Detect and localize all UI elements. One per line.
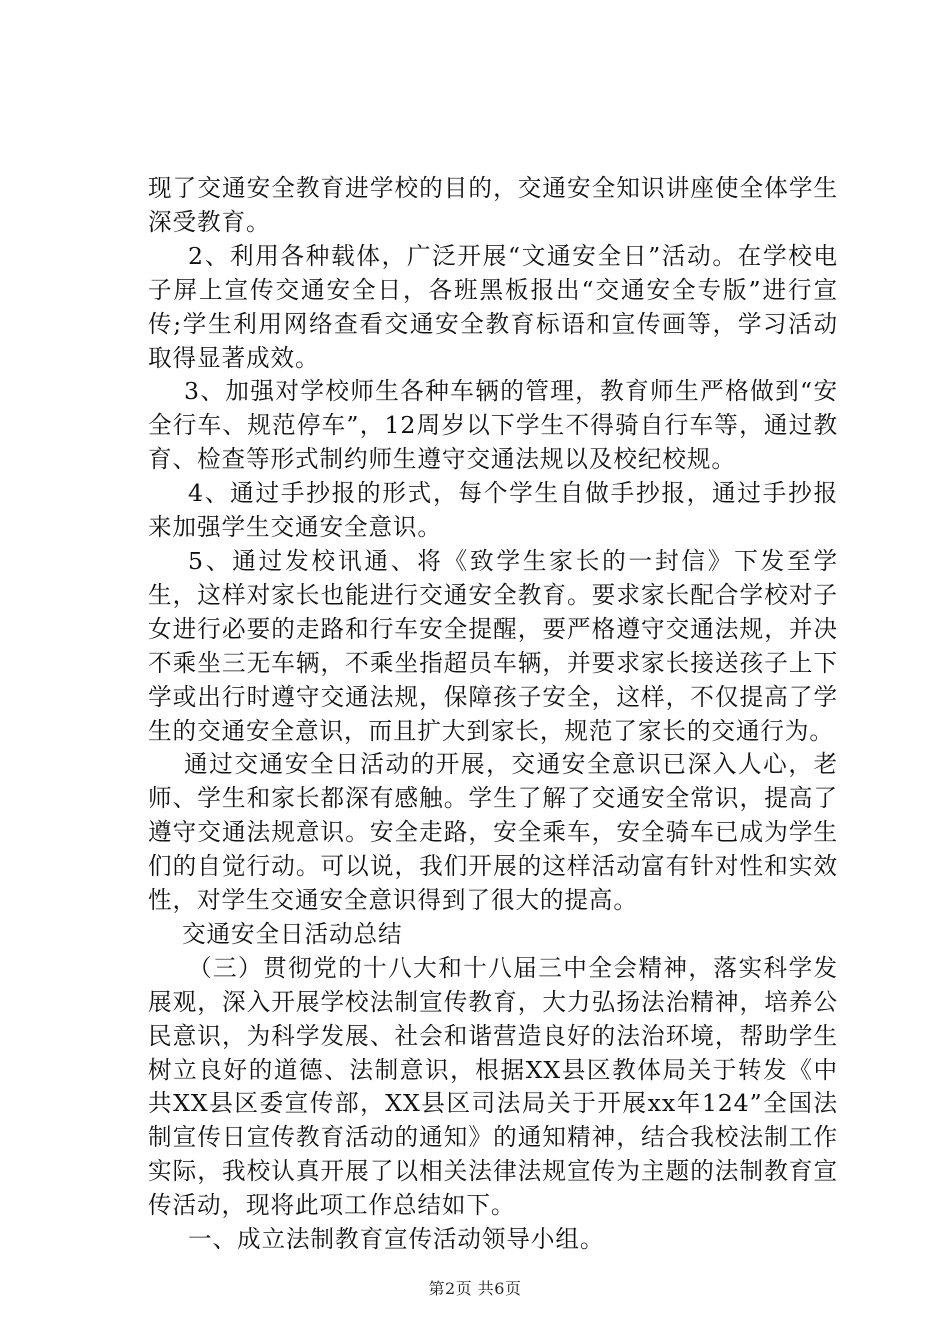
page-number: 第2页 共6页 (428, 1279, 522, 1298)
paragraph-section-three: （三）贯彻党的十八大和十八届三中全会精神，落实科学发展观，深入开展学校法制宣传教育，大力弘扬法治精神，培养公民意识，为科学发展、社会和谐营造良好的法治环境，帮助学生树立良好的道德、法制意识，根据XX县区教体局关于转发《中共XX县区委宣传部，XX县区司法局关于开展xx年124”全国法制宣传日宣传教育活动的通知》的通知精神，结合我校法制工作实际，我校认真开展了以相关法律法规宣传为主题的法制教育宣传活动，现将此项工作总结如下。 (148, 953, 838, 1220)
section-title: 交通安全日活动总结 (182, 919, 403, 948)
paragraph-item-2: 2、利用各种载体，广泛开展“文通安全日”活动。在学校电子屏上宣传交通安全日，各班黑板报出“交通安全专版”进行宣传;学生利用网络查看交通安全教育标语和宣传画等，学习活动取得显著成效。 (148, 241, 838, 372)
paragraph-item-one: 一、成立法制教育宣传活动领导小组。 (188, 1225, 605, 1254)
paragraph-item-4: 4、通过手抄报的形式，每个学生自做手抄报，通过手抄报来加强学生交通安全意识。 (148, 479, 838, 542)
document-body (148, 172, 838, 1257)
paragraph-item-3: 3、加强对学校师生各种车辆的管理，教育师生严格做到“安全行车、规范停车”，12周岁以下学生不得骑自行车等，通过教育、检查等形式制约师生遵守交通法规以及校纪校规。 (148, 377, 838, 474)
paragraph-summary: 通过交通安全日活动的开展，交通安全意识已深入人心，老师、学生和家长都深有感触。学生了解了交通安全常识，提高了遵守交通法规意识。安全走路，安全乘车，安全骑车已成为学生们的自觉行动。可以说，我们开展的这样活动富有针对性和实效性，对学生交通安全意识得到了很大的提高。 (148, 750, 838, 915)
paragraph-item-5: 5、通过发校讯通、将《致学生家长的一封信》下发至学生，这样对家长也能进行交通安全教育。要求家长配合学校对子女进行必要的走路和行车安全提醒，要严格遵守交通法规，并决不乘坐三无车辆，不乘坐指超员车辆，并要求家长接送孩子上下学或出行时遵守交通法规，保障孩子安全，这样，不仅提高了学生的交通安全意识，而且扩大到家长，规范了家长的交通行为。 (148, 546, 838, 745)
paragraph-continuation: 现了交通安全教育进学校的目的，交通安全知识讲座使全体学生深受教育。 (148, 174, 838, 236)
